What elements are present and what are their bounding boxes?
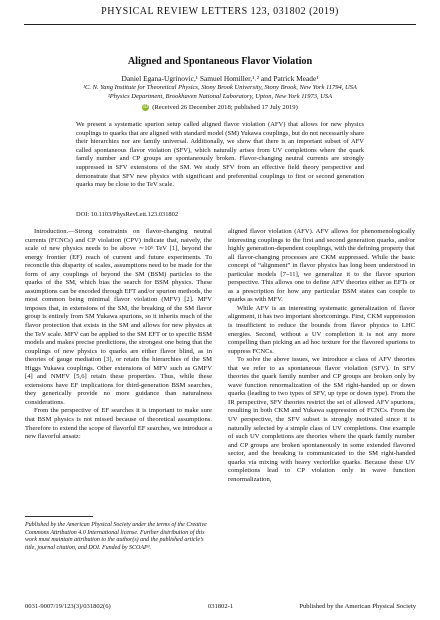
abstract: We present a systematic spurion setup called aligned flavor violation (AFV) that allows for new physics couplings to quarks that are aligned with standard model (SM) Yukawa couplings, but do not necessarily share their hierarchies nor are family universal. Additionally, we show that there is an important subset of AFV called spontaneous flavor violation (SFV), which naturally arises from UV completions where the quark family number and CP groups are spontaneously broken. Flavor-changing neutral currents are strongly suppressed in SFV extensions of the SM. We study SFV from an effective field theory perspective and demonstrate that SFV new physics with significant and preferential couplings to first or second generation quarks may be close to the TeV scale. [76,121,364,189]
affiliation-2: ²Physics Department, Brookhaven National Laboratory, Upton, New York 11973, USA [107,93,333,100]
paragraph-afv: aligned flavor violation (AFV). AFV allows for phenomenologically interesting couplings to the first and second generation quarks, and/or highly generation-dependent couplings, with the defining property that all flavor-changing processes are CKM suppressed. While the basic concept of “alignment” in flavor physics has long been understood in particular models [7–11], we generalize it to the flavor spurion perspective. This allows one to define AFV theories either as EFTs or as a prescription for how any particular BSM states can couple to quarks as with MFV. [228,228,415,304]
left-column [25,228,212,442]
received-date [0,104,440,111]
paragraph-shortcomings: While AFV is an interesting systematic generalization of flavor alignment, it has two important shortcomings. First, CKM suppression is insufficient to reduce the bounds from flavor physics to LHC energies. Second, without a UV completion it is not any more compelling than picking an ad hoc texture for the flavored spurions to suppress FCNCs. [228,304,415,355]
doi-link[interactable]: DOI: 10.1103/PhysRevLett.123.031802 [76,211,179,218]
footer-publisher: Published by the American Physical Society [299,603,416,610]
received-text: (Received 26 December 2018; published 17 July 2019) [152,104,298,112]
author-list: Daniel Egana-Ugrinovic,¹ Samuel Homiller,¹˒² and Patrick Meade¹ [121,74,319,83]
affiliation-1: ¹C. N. Yang Institute for Theoretical Physics, Stony Brook University, Stony Brook, New York 11794, USA [83,84,357,91]
footnote-rule [25,516,93,517]
paper-title: Aligned and Spontaneous Flavor Violation [127,56,313,67]
right-column [228,228,415,484]
paragraph-introduction: Introduction.—Strong constraints on flavor-changing neutral currents (FCNCs) and CP violation (CPV) indicate that, naively, the scale of new physics needs to be above ∼10⁵ TeV [1], beyond the energy frontier (EF) reach of current and future experiments. To reconcile this disparity of scales, assumptions need to be made for the form of any couplings of beyond the SM (BSM) particles to the quarks of the SM, which bias the search for BSM physics. These assumptions can be encoded through EFT and/or spurion methods, the most common being minimal flavor violation (MFV) [2]. MFV imposes that, in extensions of the SM, the breaking of the SM flavor group is entirely from SM Yukawa spurions, so it inherits much of the flavor protection that exists in the SM and allows for new physics at the TeV scale. MFV can be applied to the SM EFT or to specific BSM models and makes precise predictions, the strongest one being that the couplings of new physics to quarks are either flavor blind, as in theories of gauge mediation [3], or retain the hierarchies of the SM Higgs Yukawa couplings. Other extensions of MFV such as GMFV [4] and NMFV [5,6] retain these properties. Thus, while these extensions have EF implications for third-generation BSM searches, they generically provide no more guidance than naturalness considerations. [25,228,212,406]
paragraph-sfv: To solve the above issues, we introduce a class of AFV theories that we refer to as spontaneous flavor violation (SFV). In SFV theories the quark family number and CP groups are broken only by wave function renormalization of the SM right-handed up or down quarks (leading to two types of SFV, up type or down type). From the IR perspective, SFV theories restrict the set of allowed AFV spurions, resulting in both CKM and Yukawa suppression of FCNCs. From the UV perspective, the SFV subset is strongly motivated since it is naturally selected by a simple class of UV completions. One example of such UV completions are theories where the quark family number and CP groups are broken spontaneously in some extended flavored sector, and the breaking is communicated to the SM right-handed quarks via mixing with heavy vectorlike quarks. Because these UV completions lead to CP violation only in wave function renormalization, [228,356,415,483]
header-rule [24,24,416,25]
orcid-icon[interactable]: iD [143,104,149,110]
footer-page-number: 031802-1 [207,603,234,610]
license-footnote: Published by the American Physical Society under the terms of the Creative Commons Attribution 4.0 International license. Further distribution of this work must maintain attribution to the author(s) and the published article’s title, journal citation, and DOI. Funded by SCOAP³. [25,522,207,551]
paragraph-ef-searches: From the perspective of EF searches it is important to make sure that BSM physics is not missed because of theoretical assumptions. Therefore to extend the scope of flavorful EF searches, we introduce a new flavorful ansatz: [25,407,212,441]
running-header: PHYSICAL REVIEW LETTERS 123, 031802 (2019) [101,6,339,17]
footer-journal-code: 0031-9007/19/123(3)/031802(6) [25,603,111,610]
